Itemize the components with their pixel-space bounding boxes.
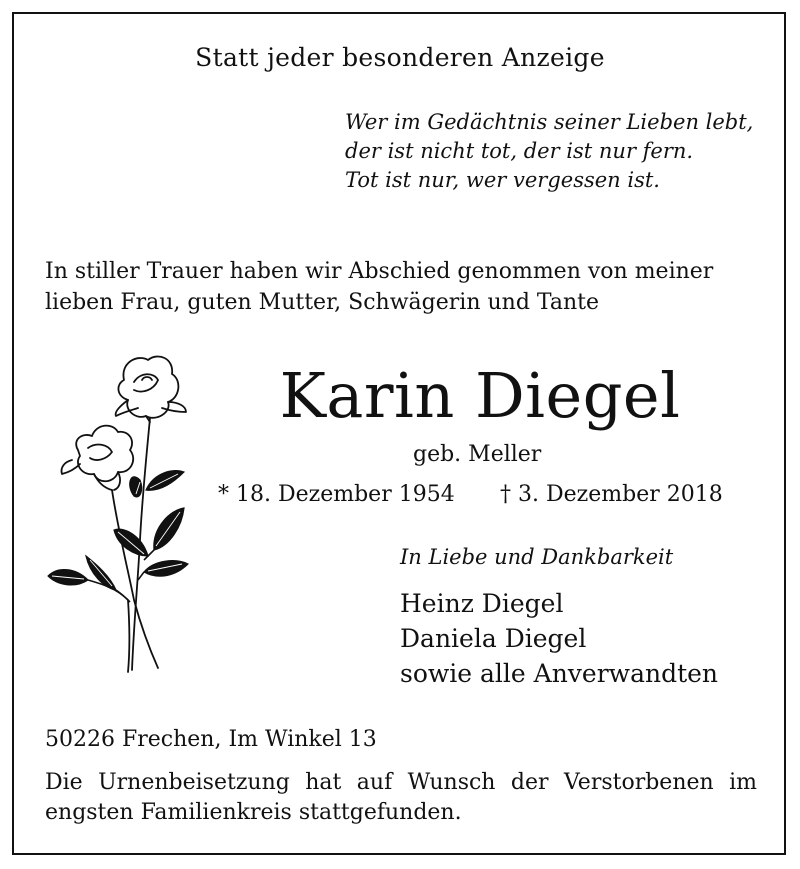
intro-text bbox=[45, 256, 713, 318]
maiden-name: geb. Meller bbox=[413, 442, 542, 467]
family-member: Heinz Diegel bbox=[400, 589, 564, 618]
life-dates bbox=[218, 480, 723, 510]
intro-line: lieben Frau, guten Mutter, Schwägerin und Tante bbox=[45, 290, 600, 315]
dedication: In Liebe und Dankbarkeit bbox=[400, 545, 674, 569]
intro-line: In stiller Trauer haben wir Abschied genommen von meiner bbox=[45, 259, 714, 284]
deceased-name: Karin Diegel bbox=[279, 359, 681, 432]
rose-illustration bbox=[42, 350, 197, 680]
quote-line: Tot ist nur, wer vergessen ist. bbox=[345, 168, 660, 192]
birth-date: * 18. Dezember 1954 bbox=[218, 482, 455, 507]
notice-line: engsten Familienkreis stattgefunden. bbox=[45, 800, 462, 825]
quote-line: der ist nicht tot, der ist nur fern. bbox=[345, 139, 694, 163]
notice-line: Die Urnenbeisetzung hat auf Wunsch der Verstorbenen im bbox=[45, 770, 757, 795]
death-date: † 3. Dezember 2018 bbox=[500, 482, 723, 507]
memorial-quote bbox=[345, 108, 753, 195]
family-member: Daniela Diegel bbox=[400, 624, 587, 653]
family-list bbox=[400, 586, 718, 691]
address: 50226 Frechen, Im Winkel 13 bbox=[45, 727, 377, 752]
family-member: sowie alle Anverwandten bbox=[400, 659, 719, 688]
quote-line: Wer im Gedächtnis seiner Lieben lebt, bbox=[345, 110, 754, 134]
headline: Statt jeder besonderen Anzeige bbox=[195, 43, 605, 72]
burial-notice bbox=[45, 768, 757, 828]
